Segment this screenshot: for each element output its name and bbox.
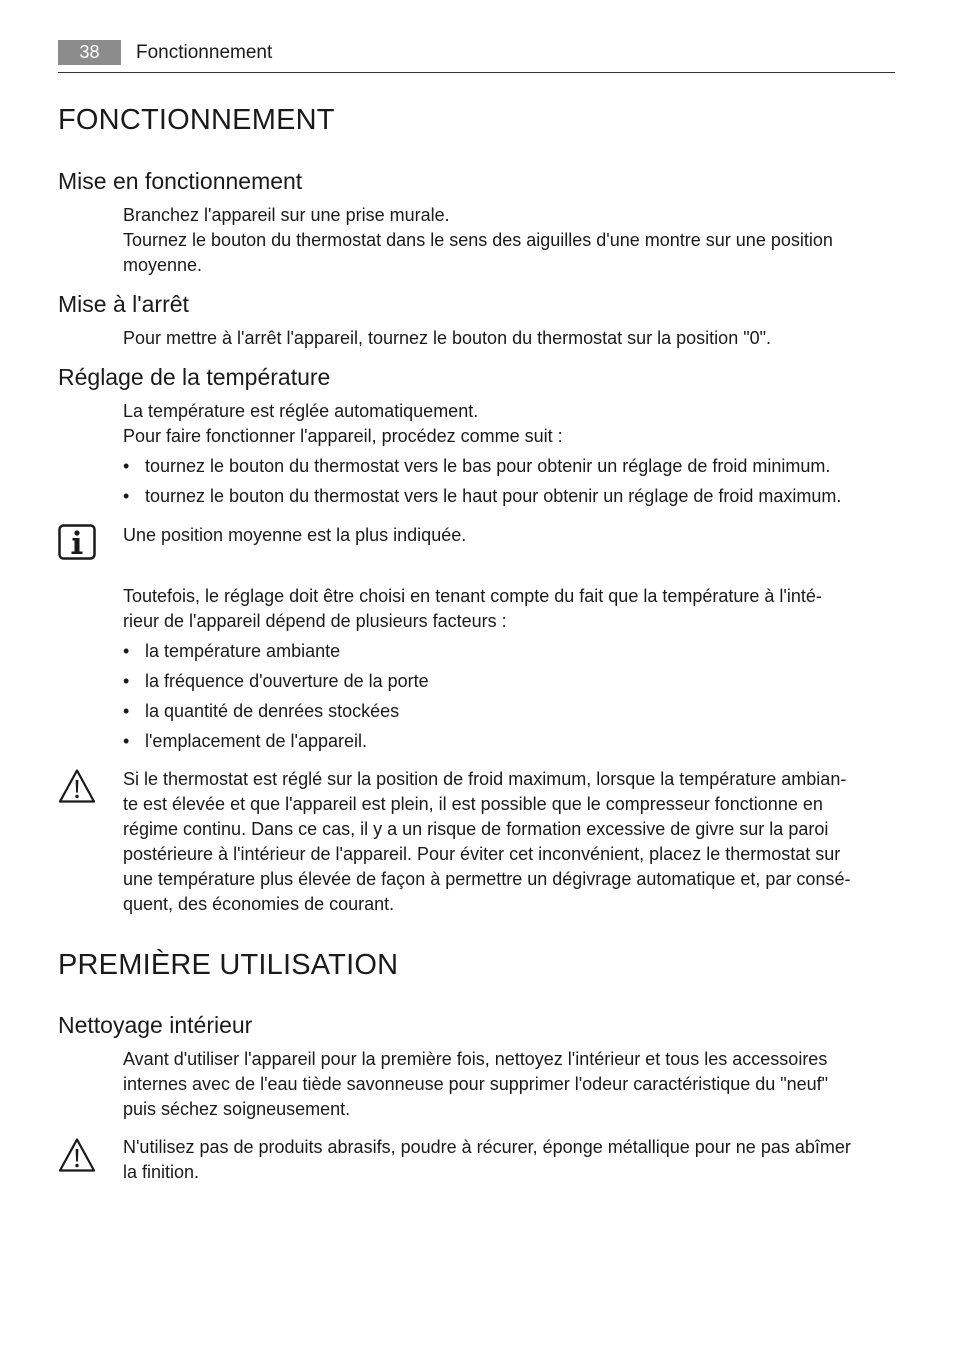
list-item: • l'emplacement de l'appareil. bbox=[123, 731, 367, 751]
page-header bbox=[58, 40, 895, 73]
list-item-text: tournez le bouton du thermostat vers le haut pour obtenir un réglage de froid maximum. bbox=[145, 486, 842, 506]
info-note-text: Une position moyenne est la plus indiquée. bbox=[123, 525, 467, 545]
list-item: • la fréquence d'ouverture de la porte bbox=[123, 671, 429, 691]
subsection-title-nettoyage: Nettoyage intérieur bbox=[58, 1012, 253, 1038]
section-title-premiere-utilisation: PREMIÈRE UTILISATION bbox=[58, 949, 399, 981]
warning-text-line: régime continu. Dans ce cas, il y a un risque de formation excessive de givre sur la paroi bbox=[123, 819, 829, 839]
text-line: moyenne. bbox=[123, 255, 203, 275]
list-item: • tournez le bouton du thermostat vers le bas pour obtenir un réglage de froid minimum. bbox=[123, 456, 831, 476]
text-line: Branchez l'appareil sur une prise murale. bbox=[123, 205, 450, 225]
list-item-text: la température ambiante bbox=[145, 641, 341, 661]
list-item-text: l'emplacement de l'appareil. bbox=[145, 731, 367, 751]
page-number: 38 bbox=[58, 40, 121, 65]
text-line: La température est réglée automatiquement. bbox=[123, 401, 479, 421]
warning-text-line: postérieure à l'intérieur de l'appareil. Pour éviter cet inconvénient, placez le thermostat sur bbox=[123, 844, 841, 864]
subsection-title-mise-a-l-arret: Mise à l'arrêt bbox=[58, 291, 189, 317]
list-item: • tournez le bouton du thermostat vers le haut pour obtenir un réglage de froid maximum. bbox=[123, 486, 842, 506]
list-item-text: la fréquence d'ouverture de la porte bbox=[145, 671, 429, 691]
warning-icon bbox=[58, 1137, 96, 1173]
list-item: • la température ambiante bbox=[123, 641, 341, 661]
section-title-fonctionnement: FONCTIONNEMENT bbox=[58, 104, 335, 136]
warning-text-line: une température plus élevée de façon à permettre un dégivrage automatique et, par consé- bbox=[123, 869, 851, 889]
subsection-title-reglage: Réglage de la température bbox=[58, 364, 331, 390]
list-item: • la quantité de denrées stockées bbox=[123, 701, 400, 721]
warning-text-line: la finition. bbox=[123, 1162, 200, 1182]
list-item-text: tournez le bouton du thermostat vers le bas pour obtenir un réglage de froid minimum. bbox=[145, 456, 831, 476]
info-icon bbox=[58, 524, 96, 560]
warning-icon bbox=[58, 768, 96, 804]
text-line: Pour mettre à l'arrêt l'appareil, tournez le bouton du thermostat sur la position "0". bbox=[123, 328, 771, 348]
list-item-text: la quantité de denrées stockées bbox=[145, 701, 400, 721]
running-title: Fonctionnement bbox=[136, 42, 273, 63]
text-line: Pour faire fonctionner l'appareil, procédez comme suit : bbox=[123, 426, 563, 446]
text-line: Avant d'utiliser l'appareil pour la première fois, nettoyez l'intérieur et tous les accessoires bbox=[123, 1049, 828, 1069]
text-line: Tournez le bouton du thermostat dans le sens des aiguilles d'une montre sur une position bbox=[123, 230, 833, 250]
text-line: rieur de l'appareil dépend de plusieurs facteurs : bbox=[123, 611, 507, 631]
warning-text-line: Si le thermostat est réglé sur la position de froid maximum, lorsque la température ambian- bbox=[123, 769, 847, 789]
text-line: Toutefois, le réglage doit être choisi en tenant compte du fait que la température à l'inté- bbox=[123, 586, 822, 606]
text-line: puis séchez soigneusement. bbox=[123, 1099, 351, 1119]
warning-text-line: quent, des économies de courant. bbox=[123, 894, 395, 914]
warning-text-line: N'utilisez pas de produits abrasifs, poudre à récurer, éponge métallique pour ne pas abîmer bbox=[123, 1137, 851, 1157]
text-line: internes avec de l'eau tiède savonneuse pour supprimer l'odeur caractéristique du "neuf" bbox=[123, 1074, 829, 1094]
warning-text-line: te est élevée et que l'appareil est plein, il est possible que le compresseur fonctionne en bbox=[123, 794, 823, 814]
subsection-title-mise-en-fonctionnement: Mise en fonctionnement bbox=[58, 168, 303, 194]
